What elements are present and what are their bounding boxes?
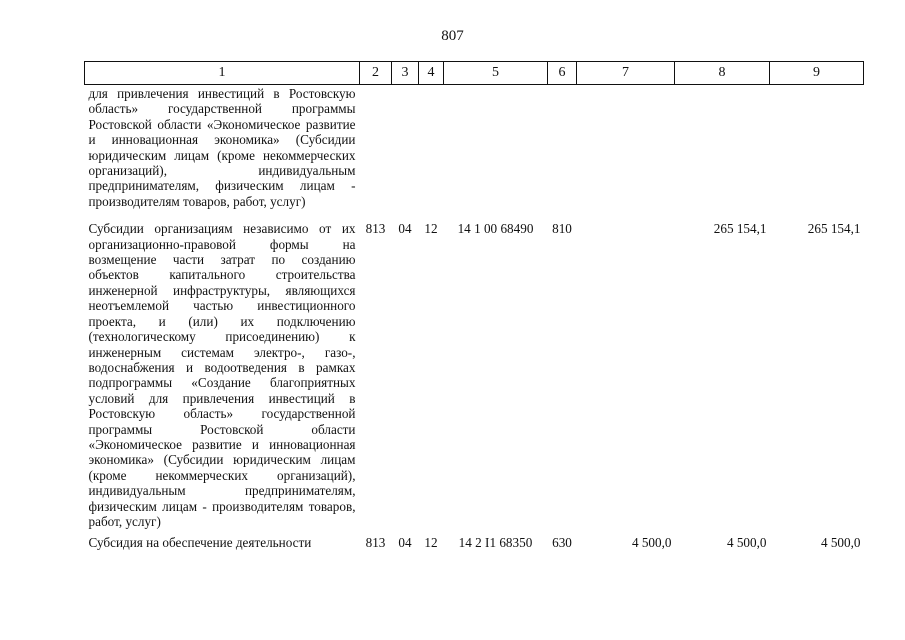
table-row [85,85,864,221]
row-description: Субсидии организациям независимо от их организационно-правовой формы на возмещение части затрат по созданию объектов капитального строительства инженерной инфраструктуры, являющихся неотъемлемой частью инвестиционного проекта, и (или) их подключению (технологическому присоединению) к инженерным системам электро-, газо-, водоснабжения и водоотведения в рамках подпрограммы «Создание благоприятных условий для привлечения инвестиций в Ростовскую область» государственной программы Ростовской области «Экономическое развитие и инновационная экономика» (Субсидии юридическим лицам (кроме некоммерческих организаций), индивидуальным предпринимателям, физическим лицам - производителям товаров, работ, услуг) [88,221,356,529]
row-amount-col7: 4 500,0 [631,535,672,551]
row-target-article [444,85,548,221]
table-row [85,220,864,534]
page-number: 807 [441,28,464,44]
header-col-1: 1 [85,62,360,85]
row-description: для привлечения инвестиций в Ростовскую область» государственной программы Ростовской области «Экономическое развитие и инновационная экономика» (Субсидии юридическим лицам (кроме некоммерческих организаций), индивидуальным предпринимателям, физическим лицам - производителям товаров, работ, услуг) [88,86,356,209]
row-admin-code: 813 [365,221,386,237]
header-col-3: 3 [392,62,419,85]
row-expense-type: 630 [552,535,572,551]
row-amount-col7 [577,85,675,221]
header-col-2: 2 [360,62,392,85]
header-col-6: 6 [548,62,577,85]
row-amount-col8 [675,85,770,221]
header-col-5: 5 [444,62,548,85]
row-amount-col7 [577,220,675,534]
row-admin-code: 813 [365,535,386,551]
header-row [85,62,864,85]
budget-table [84,61,864,551]
row-target-article: 14 1 00 68490 [457,221,534,237]
row-section-code: 04 [398,221,412,237]
header-col-8: 8 [675,62,770,85]
row-amount-col9: 265 154,1 [807,221,861,237]
row-description: Субсидия на обеспечение деятельности [88,535,312,551]
row-subsection-code: 12 [424,535,438,551]
row-subsection-code [419,85,444,221]
row-section-code: 04 [398,535,412,551]
row-amount-col9: 4 500,0 [820,535,861,551]
table-row [85,534,864,550]
row-expense-type: 810 [552,221,572,237]
row-amount-col8: 4 500,0 [726,535,767,551]
header-col-4: 4 [419,62,444,85]
header-col-7: 7 [577,62,675,85]
row-admin-code [360,85,392,221]
row-section-code [392,85,419,221]
table-header [85,62,864,85]
row-amount-col9 [770,85,864,221]
row-subsection-code: 12 [424,221,438,237]
row-target-article: 14 2 I1 68350 [458,535,533,551]
row-expense-type [548,85,577,221]
row-amount-col8: 265 154,1 [713,221,767,237]
header-col-9: 9 [770,62,864,85]
